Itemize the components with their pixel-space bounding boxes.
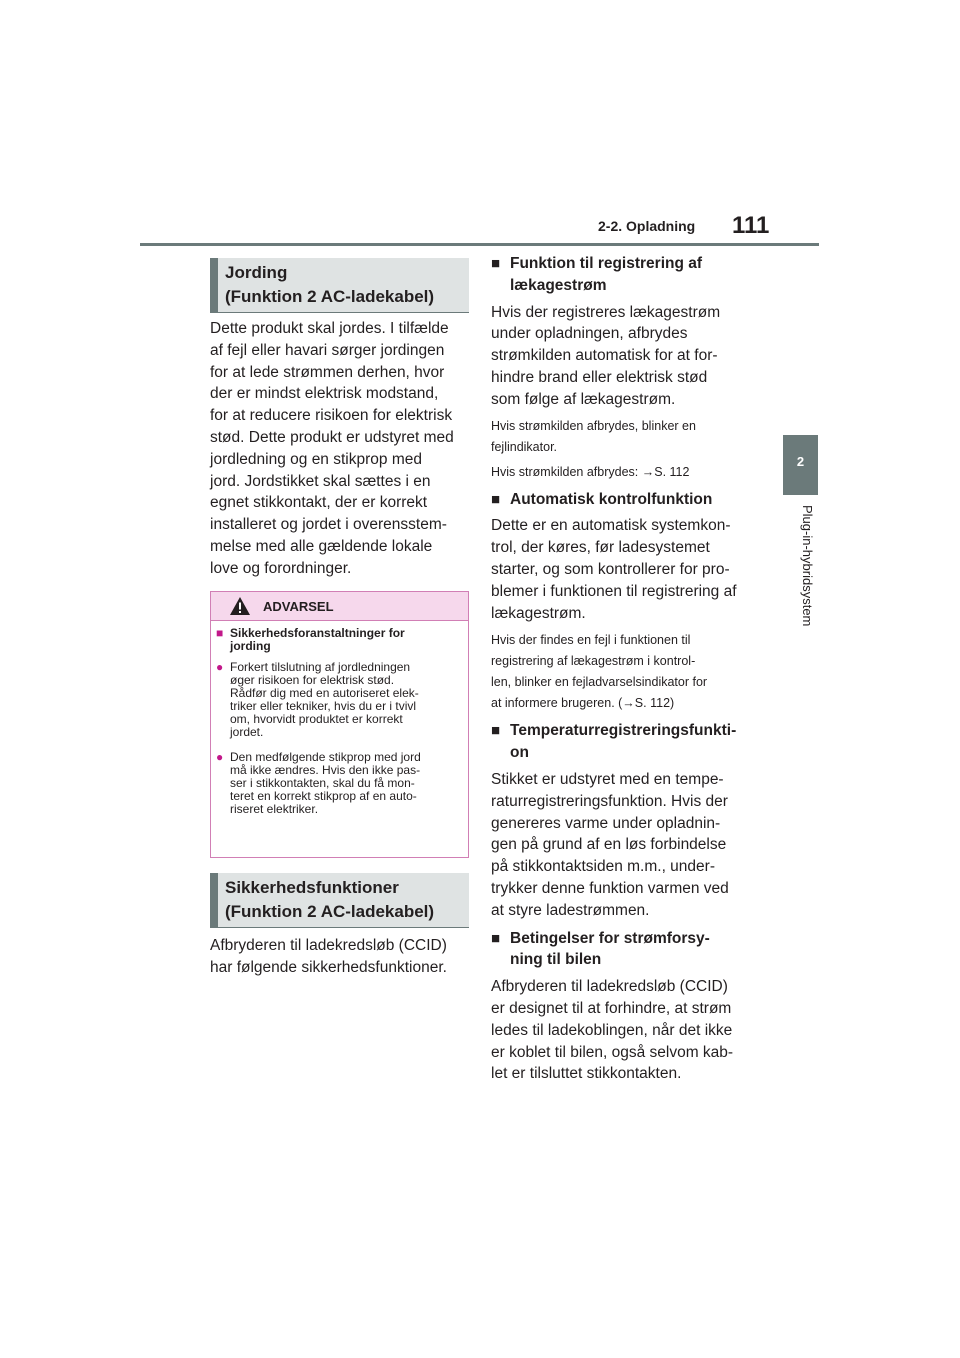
text-line: har følgende sikkerhedsfunktioner. — [210, 958, 447, 976]
text-line: at styre ladestrømmen. — [491, 901, 650, 919]
text-line: Hvis strømkilden afbrydes, blinker en — [491, 418, 696, 433]
text-line: er designet til at forhindre, at strøm — [491, 999, 732, 1017]
text-line: Sikkerhedsforanstaltninger for — [230, 626, 405, 640]
text-line: ser i stikkontakten, skal du få mon- — [230, 776, 415, 790]
warning-triangle-icon — [229, 596, 251, 621]
text-line: gen på grund af en løs forbindelse — [491, 836, 727, 854]
text-line: on — [510, 744, 529, 762]
text-line: lækagestrøm — [510, 276, 607, 294]
text-line: Rådfør dig med en autoriseret elek- — [230, 686, 419, 700]
text-line: Hvis der registreres lækagestrøm — [491, 303, 721, 321]
paragraph — [491, 302, 753, 411]
text-line: let er tilsluttet stikkontakten. — [491, 1065, 682, 1083]
text-line: Automatisk kontrolfunktion — [510, 490, 713, 508]
text-line: lækagestrøm. — [491, 604, 586, 622]
text-line: stød. Dette produkt er udstyret med — [210, 428, 454, 446]
heading-line: (Funktion 2 AC-ladekabel) — [225, 287, 435, 306]
chapter-tab-label: Plug-in-hybridsystem — [800, 505, 815, 627]
subheading-laekagestroem — [491, 253, 753, 297]
text-line: Stikket er udstyret med en tempe- — [491, 770, 724, 788]
text-line: starter, og som kontrollerer for pro- — [491, 560, 730, 578]
square-bullet-icon: ■ — [491, 255, 501, 272]
paragraph — [491, 769, 753, 922]
text-line: på stikkontaktsiden m.m., under- — [491, 858, 715, 876]
square-bullet-icon: ■ — [491, 722, 501, 740]
text-line: Funktion til registrering af — [510, 255, 703, 272]
text-line: len, blinker en fejladvarselsindikator for — [491, 675, 708, 690]
text-line: love og forordninger. — [210, 559, 352, 577]
text-line: Den medfølgende stikprop med jord — [230, 750, 421, 764]
warning-bullet — [216, 661, 460, 739]
heading-line: Sikkerhedsfunktioner — [225, 878, 399, 897]
section-heading-sikkerhedsfunktioner — [210, 873, 469, 928]
text-line: hindre brand eller elektrisk stød — [491, 368, 708, 386]
square-bullet-icon: ■ — [216, 626, 224, 640]
text-line: registrering af lækagestrøm i kontrol- — [491, 654, 696, 669]
text-line: øger risikoen for elektrisk stød. — [230, 673, 395, 687]
sikkerhed-paragraph — [210, 935, 472, 979]
circle-bullet-icon: ● — [216, 750, 224, 764]
text-line: Hvis der findes en fejl i funktionen til — [491, 633, 691, 648]
warning-bullet — [216, 751, 460, 816]
text-line: Dette produkt skal jordes. I tilfælde — [210, 320, 449, 337]
warning-subheading — [216, 627, 460, 653]
subheading-betingelser — [491, 928, 753, 972]
square-bullet-icon: ■ — [491, 490, 501, 508]
text-line: triker eller tekniker, hvis du er i tvivl — [230, 699, 417, 713]
text-line: raturregistreringsfunktion. Hvis der — [491, 792, 728, 810]
text-line: jord. Jordstikket skal sættes i en — [210, 472, 431, 490]
text-line: melse med alle gældende lokale — [210, 537, 433, 555]
text-line: genereres varme under opladnin- — [491, 814, 721, 832]
text-line: egnet stikkontakt, der er korrekt — [210, 494, 428, 512]
text-line: Forkert tilslutning af jordledningen — [230, 660, 411, 674]
page-reference[interactable]: at informere brugeren. (→S. 112) — [491, 696, 675, 711]
header-rule — [140, 243, 819, 246]
text-line: blemer i funktionen til registrering af — [491, 582, 737, 600]
section-title: 2-2. Opladning — [598, 218, 696, 234]
text-line: ning til bilen — [510, 951, 602, 969]
text-line: er koblet til bilen, også selvom kab- — [491, 1043, 734, 1061]
square-bullet-icon: ■ — [491, 929, 501, 947]
text-line: om, hvorvidt produktet er korrekt — [230, 712, 403, 726]
circle-bullet-icon: ● — [216, 660, 224, 674]
text-line: må ikke ændres. Hvis den ikke pas- — [230, 763, 421, 777]
text-line: for at lede strømmen derhen, hvor — [210, 363, 445, 381]
text-line: installeret og jordet i overensstem- — [210, 516, 447, 534]
heading-line: Jording — [225, 263, 288, 282]
note — [491, 630, 753, 714]
warning-box — [210, 591, 469, 858]
text-line: der er mindst elektrisk modstand, — [210, 385, 439, 403]
text-line: Afbryderen til ladekredsløb (CCID) — [491, 978, 728, 996]
text-line: Temperaturregistreringsfunkti- — [510, 722, 737, 740]
text-line: jordet. — [230, 725, 264, 739]
section-heading-jording — [210, 258, 469, 313]
text-line: Betingelser for strømforsy- — [510, 929, 710, 947]
text-line: af fejl eller havari sørger jordingen — [210, 341, 445, 359]
page-reference[interactable]: Hvis strømkilden afbrydes: →S. 112 — [491, 464, 690, 479]
text-line: Afbryderen til ladekredsløb (CCID) — [210, 937, 447, 954]
subheading-automatisk-kontrol — [491, 489, 753, 511]
note — [491, 416, 753, 483]
text-line: ledes til ladekoblingen, når det ikke — [491, 1021, 733, 1039]
text-line: jordledning og en stikprop med — [210, 450, 422, 468]
chapter-tab-number: 2 — [796, 454, 805, 469]
text-line: Dette er en automatisk systemkon- — [491, 517, 731, 535]
text-line: riseret elektriker. — [230, 802, 319, 816]
text-line: under opladningen, afbrydes — [491, 325, 688, 343]
paragraph — [491, 976, 753, 1085]
text-line: trykker denne funktion varmen ved — [491, 879, 729, 897]
text-line: trol, der køres, før ladesystemet — [491, 539, 710, 557]
warning-header — [211, 592, 468, 621]
paragraph — [491, 515, 753, 624]
subheading-temperatur — [491, 720, 753, 764]
page-number: 111 — [732, 212, 770, 239]
warning-title: ADVARSEL — [263, 599, 334, 614]
text-line: jording — [230, 639, 271, 653]
jording-paragraph — [210, 318, 472, 580]
heading-line: (Funktion 2 AC-ladekabel) — [225, 902, 435, 921]
text-line: for at reducere risikoen for elektrisk — [210, 407, 453, 425]
text-line: teret en korrekt stikprop af en auto- — [230, 789, 417, 803]
text-line: strømkilden automatisk for at for- — [491, 347, 718, 365]
right-column — [491, 253, 753, 1085]
text-line: fejlindikator. — [491, 439, 558, 454]
text-line: som følge af lækagestrøm. — [491, 390, 676, 408]
